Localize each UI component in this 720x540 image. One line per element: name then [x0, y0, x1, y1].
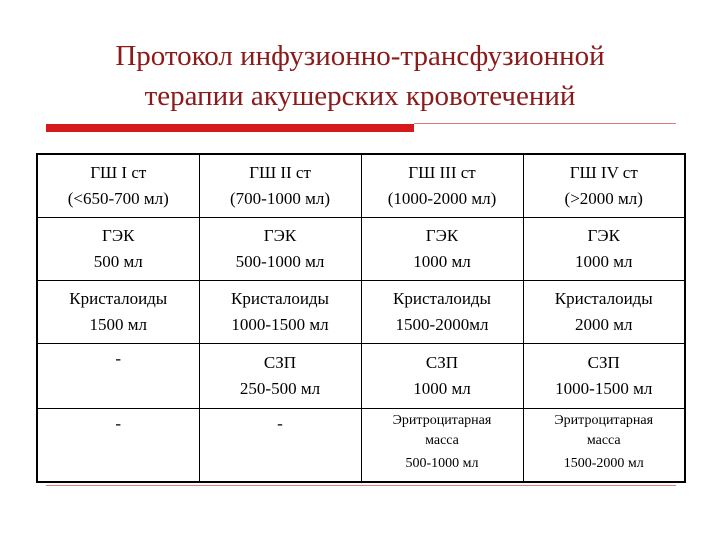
slide-title-line-2: терапии акушерских кровотечений [144, 80, 576, 112]
cell-line: 1000-1500 мл [231, 315, 329, 334]
cell-line: Кристалоиды [69, 289, 168, 308]
cell-line: ГЭК [102, 226, 135, 245]
cell-line: Эритроцитарная [554, 413, 654, 428]
table-row-crystalloids [37, 281, 685, 344]
slide-title [40, 36, 680, 116]
cell-line: масса [425, 433, 459, 448]
cell-line: (700-1000 мл) [230, 189, 330, 208]
cell-line: Эритроцитарная [392, 413, 492, 428]
cell-line: 1000 мл [575, 252, 633, 271]
cell-line: (<650-700 мл) [67, 189, 169, 208]
table-cell [361, 344, 523, 409]
top-rule-line [414, 123, 676, 124]
cell-line: СЗП [587, 353, 620, 372]
cell-line: ГШ IV ст [569, 163, 638, 182]
cell-line: (1000-2000 мл) [387, 189, 497, 208]
table-cell [523, 154, 685, 218]
cell-line: 2000 мл [575, 315, 633, 334]
cell-line: (>2000 мл) [564, 189, 643, 208]
table-row-shock-grade [37, 154, 685, 218]
table-cell [37, 344, 199, 409]
cell-line: 500-1000 мл [235, 252, 325, 271]
table-cell [199, 154, 361, 218]
slide-title-line-1: Протокол инфузионно-трансфузионной [115, 40, 605, 72]
cell-line: масса [586, 433, 621, 448]
cell-line: - [115, 349, 122, 368]
table-cell [199, 218, 361, 281]
table-cell [37, 218, 199, 281]
table-cell [37, 154, 199, 218]
cell-line: 1000 мл [413, 379, 471, 398]
cell-line: Кристалоиды [554, 289, 653, 308]
protocol-table [36, 153, 686, 483]
cell-line: СЗП [425, 353, 459, 372]
table-row-ffp [37, 344, 685, 409]
table-cell [361, 281, 523, 344]
cell-line: 1000 мл [413, 252, 471, 271]
cell-line: ГШ II ст [249, 163, 311, 182]
table-cell [199, 281, 361, 344]
table-cell [37, 409, 199, 483]
cell-line: 500 мл [93, 252, 143, 271]
cell-line: - [277, 414, 283, 433]
cell-line: ГЭК [263, 226, 297, 245]
cell-line: - [115, 414, 122, 433]
cell-line: ГЭК [425, 226, 459, 245]
table-cell [361, 409, 523, 483]
cell-line: Кристалоиды [231, 289, 329, 308]
cell-line: 1500 мл [89, 315, 147, 334]
cell-line: 500-1000 мл [405, 456, 479, 471]
cell-line: 1500-2000мл [395, 315, 489, 334]
table-cell [361, 218, 523, 281]
cell-line: 1500-2000 мл [563, 456, 644, 471]
table-cell [523, 344, 685, 409]
cell-line: 1000-1500 мл [555, 379, 653, 398]
cell-line: ГШ III ст [408, 163, 476, 182]
table-cell [37, 281, 199, 344]
table-row-red-cells [37, 409, 685, 483]
cell-line: 250-500 мл [239, 379, 321, 398]
bottom-rule-line [46, 485, 676, 486]
accent-bar [46, 124, 414, 132]
table-cell [523, 281, 685, 344]
table-cell [199, 409, 361, 483]
table-cell [361, 154, 523, 218]
cell-line: ГШ I ст [90, 163, 147, 182]
table-cell [523, 218, 685, 281]
table-row-hes [37, 218, 685, 281]
table-cell [199, 344, 361, 409]
cell-line: СЗП [263, 353, 297, 372]
cell-line: Кристалоиды [393, 289, 491, 308]
cell-line: ГЭК [587, 226, 620, 245]
table-cell [523, 409, 685, 483]
